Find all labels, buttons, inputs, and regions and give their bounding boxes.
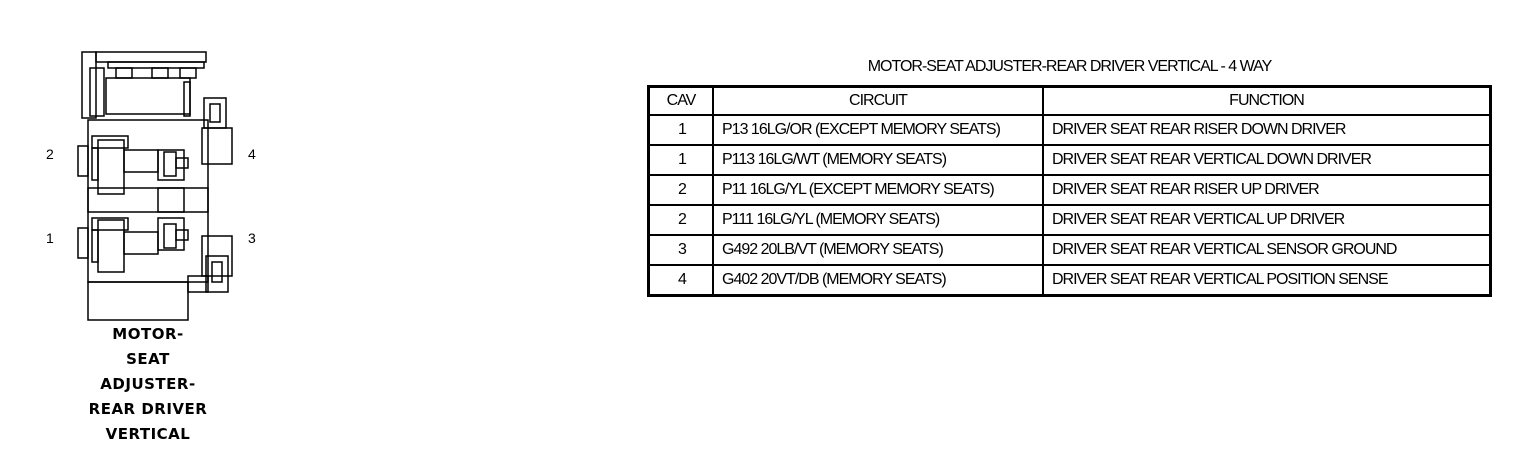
caption-line: REAR DRIVER xyxy=(88,400,208,418)
function-cell: DRIVER SEAT REAR RISER DOWN DRIVER xyxy=(1043,115,1491,145)
cav-cell: 4 xyxy=(649,265,714,296)
pin-label-4: 4 xyxy=(248,146,256,162)
circuit-cell: P113 16LG/WT (MEMORY SEATS) xyxy=(713,145,1043,175)
pin-label-1: 1 xyxy=(46,230,54,246)
table-row xyxy=(649,205,1491,235)
pin-label-3: 3 xyxy=(248,230,256,246)
cav-cell: 1 xyxy=(649,115,714,145)
header-row xyxy=(649,87,1491,116)
function-cell: DRIVER SEAT REAR VERTICAL SENSOR GROUND xyxy=(1043,235,1491,265)
function-cell: DRIVER SEAT REAR RISER UP DRIVER xyxy=(1043,175,1491,205)
pin-label-2: 2 xyxy=(46,146,54,162)
function-cell: DRIVER SEAT REAR VERTICAL DOWN DRIVER xyxy=(1043,145,1491,175)
cav-cell: 1 xyxy=(649,145,714,175)
connector-diagram xyxy=(30,40,270,330)
connector-caption xyxy=(78,322,218,447)
circuit-cell: P111 16LG/YL (MEMORY SEATS) xyxy=(713,205,1043,235)
cav-cell: 3 xyxy=(649,235,714,265)
circuit-cell: G492 20LB/VT (MEMORY SEATS) xyxy=(713,235,1043,265)
caption-line: SEAT xyxy=(126,350,170,368)
function-cell: DRIVER SEAT REAR VERTICAL UP DRIVER xyxy=(1043,205,1491,235)
table-row xyxy=(649,175,1491,205)
table-row xyxy=(649,145,1491,175)
pinout-table xyxy=(647,85,1492,297)
table-title: MOTOR-SEAT ADJUSTER-REAR DRIVER VERTICAL - 4 WAY xyxy=(867,58,1272,75)
cav-cell: 2 xyxy=(649,205,714,235)
circuit-cell: P13 16LG/OR (EXCEPT MEMORY SEATS) xyxy=(713,115,1043,145)
cav-cell: 2 xyxy=(649,175,714,205)
table-row xyxy=(649,115,1491,145)
table-row xyxy=(649,265,1491,296)
header-function: FUNCTION xyxy=(1043,87,1491,116)
caption-line: VERTICAL xyxy=(105,425,191,443)
caption-line: ADJUSTER- xyxy=(100,375,196,393)
circuit-cell: P11 16LG/YL (EXCEPT MEMORY SEATS) xyxy=(713,175,1043,205)
table-row xyxy=(649,235,1491,265)
circuit-cell: G402 20VT/DB (MEMORY SEATS) xyxy=(713,265,1043,296)
function-cell: DRIVER SEAT REAR VERTICAL POSITION SENSE xyxy=(1043,265,1491,296)
header-circuit: CIRCUIT xyxy=(713,87,1043,116)
connector-outline xyxy=(30,40,270,330)
caption-line: MOTOR- xyxy=(112,325,184,343)
header-cav: CAV xyxy=(649,87,714,116)
